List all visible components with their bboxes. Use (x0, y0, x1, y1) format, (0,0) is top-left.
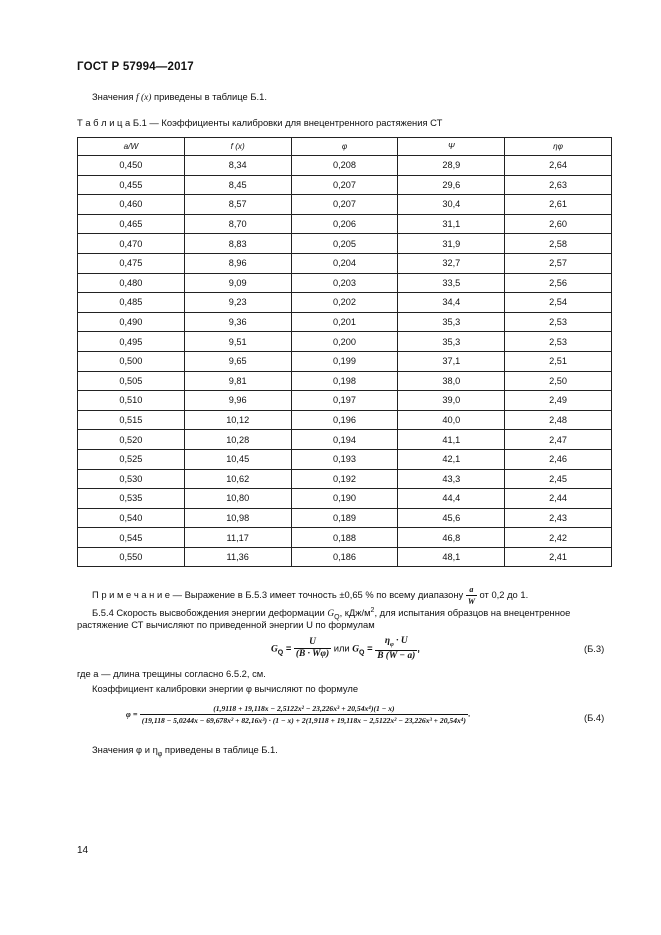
table-cell: 33,5 (398, 273, 505, 293)
table-cell: 0,199 (291, 351, 398, 371)
table-cell: 0,470 (78, 234, 185, 254)
table-cell: 0,520 (78, 430, 185, 450)
table-cell: 0,207 (291, 175, 398, 195)
table-header-row (78, 138, 612, 156)
table-cell: 2,56 (505, 273, 612, 293)
table-cell: 9,36 (184, 312, 291, 332)
table-cell: 0,196 (291, 410, 398, 430)
table-cell: 2,61 (505, 195, 612, 215)
table-body (78, 156, 612, 567)
formula-b3-frac1: $\frac{U}{(B \cdot W\varphi)}$ (295, 637, 330, 660)
section-b54-line2: растяжение СТ вычисляют по приведенной энергии U по формулам (77, 619, 375, 630)
table-cell: 0,192 (291, 469, 398, 489)
table-cell: 45,6 (398, 508, 505, 528)
table-cell: 9,81 (184, 371, 291, 391)
formula-b4-fraction: (1,9118 + 19,118x − 2,5122x² − 23,226x³ + 20,54x⁴)(1 − x) (19,118 − 5,0244x − 69,678x² + 82,16x³) · (1 − x) + 2(1,9118 + 19,118x − 2,5122x² − 23,226x³ + 20,54x⁴) (141, 704, 466, 725)
table-row (78, 391, 612, 411)
table-cell: 2,44 (505, 489, 612, 509)
col-header-phi: φ (291, 138, 398, 156)
table-cell: 2,43 (505, 508, 612, 528)
table-cell: 2,54 (505, 293, 612, 313)
col-header-psi: Ψ (398, 138, 505, 156)
table-row (78, 508, 612, 528)
table-cell: 10,28 (184, 430, 291, 450)
table-cell: 44,4 (398, 489, 505, 509)
table-cell: 9,09 (184, 273, 291, 293)
table-cell: 35,3 (398, 312, 505, 332)
table-cell: 31,1 (398, 214, 505, 234)
col-header-fx: f (x) (184, 138, 291, 156)
table-cell: 37,1 (398, 351, 505, 371)
table-cell: 0,545 (78, 528, 185, 548)
table-cell: 2,60 (505, 214, 612, 234)
table-cell: 34,4 (398, 293, 505, 313)
table-cell: 0,204 (291, 253, 398, 273)
table-row (78, 410, 612, 430)
table-cell: 28,9 (398, 156, 505, 176)
table-cell: 11,17 (184, 528, 291, 548)
table-row (78, 430, 612, 450)
table-cell: 0,200 (291, 332, 398, 352)
table-cell: 0,207 (291, 195, 398, 215)
table-cell: 0,193 (291, 449, 398, 469)
table-row (78, 371, 612, 391)
table-cell: 0,540 (78, 508, 185, 528)
table-cell: 2,45 (505, 469, 612, 489)
table-cell: 31,9 (398, 234, 505, 254)
formula-b3-frac2: $\frac{\eta_\varphi \cdot U}{B (W - a)}$ (377, 636, 416, 661)
table-cell: 0,550 (78, 547, 185, 567)
note-label: П р и м е ч а н и е (92, 588, 171, 600)
table-cell: 32,7 (398, 253, 505, 273)
where-line: где a — длина трещины согласно 6.5.2, см. (77, 668, 266, 679)
table-cell: 2,53 (505, 332, 612, 352)
table-cell: 10,80 (184, 489, 291, 509)
table-row (78, 449, 612, 469)
table-cell: 0,190 (291, 489, 398, 509)
table-row (78, 293, 612, 313)
table-cell: 0,460 (78, 195, 185, 215)
table-cell: 10,62 (184, 469, 291, 489)
table-cell: 0,197 (291, 391, 398, 411)
table-cell: 9,65 (184, 351, 291, 371)
table-cell: 0,475 (78, 253, 185, 273)
table-cell: 2,48 (505, 410, 612, 430)
table-cell: 10,12 (184, 410, 291, 430)
table-cell: 8,96 (184, 253, 291, 273)
table-cell: 0,525 (78, 449, 185, 469)
final-line: Значения φ и $\eta_\varphi$ приведены в таблице Б.1. (92, 744, 278, 758)
table-cell: 0,515 (78, 410, 185, 430)
table-row (78, 175, 612, 195)
table-cell: 0,189 (291, 508, 398, 528)
table-cell: 0,530 (78, 469, 185, 489)
table-cell: 2,50 (505, 371, 612, 391)
table-cell: 39,0 (398, 391, 505, 411)
table-cell: 8,45 (184, 175, 291, 195)
table-cell: 42,1 (398, 449, 505, 469)
table-caption-text: Б.1 — Коэффициенты калибровки для внецентренного растяжения СТ (130, 117, 443, 128)
formula-b4-number: (Б.4) (584, 712, 605, 723)
table-row (78, 253, 612, 273)
table-row (78, 234, 612, 254)
formula-b3-number: (Б.3) (584, 643, 605, 654)
table-row (78, 547, 612, 567)
table-cell: 10,45 (184, 449, 291, 469)
table-cell: 2,47 (505, 430, 612, 450)
fx-symbol: f (x) (136, 93, 152, 103)
table-row (78, 195, 612, 215)
table-cell: 9,96 (184, 391, 291, 411)
table-cell: 9,23 (184, 293, 291, 313)
table-caption-label: Т а б л и ц а (77, 117, 131, 128)
table-cell: 0,194 (291, 430, 398, 450)
table-cell: 2,57 (505, 253, 612, 273)
table-cell: 0,510 (78, 391, 185, 411)
table-row (78, 351, 612, 371)
table-cell: 2,41 (505, 547, 612, 567)
calibration-table (77, 137, 612, 567)
table-row (78, 312, 612, 332)
table-cell: 8,83 (184, 234, 291, 254)
standard-header: ГОСТ Р 57994—2017 (77, 61, 194, 73)
table-cell: 0,203 (291, 273, 398, 293)
col-header-eta: ηφ (505, 138, 612, 156)
section-b54-line1: Б.5.4 Скорость высвобождения энергии деформации $G_Q$, кДж/$м^2$, для испытания образцов на внецентренное (92, 607, 571, 621)
table-cell: 0,500 (78, 351, 185, 371)
table-cell: 43,3 (398, 469, 505, 489)
table-row (78, 273, 612, 293)
table-cell: 8,57 (184, 195, 291, 215)
table-cell: 0,198 (291, 371, 398, 391)
table-cell: 0,186 (291, 547, 398, 567)
table-cell: 29,6 (398, 175, 505, 195)
note-fraction: $\frac{a}{W}$ (467, 585, 475, 606)
table-cell: 0,201 (291, 312, 398, 332)
table-cell: 38,0 (398, 371, 505, 391)
table-cell: 2,51 (505, 351, 612, 371)
table-cell: 0,205 (291, 234, 398, 254)
table-cell: 0,202 (291, 293, 398, 313)
coefficient-line: Коэффициент калибровки энергии φ вычисляют по формуле (92, 683, 359, 694)
table-cell: 48,1 (398, 547, 505, 567)
table-cell: 2,42 (505, 528, 612, 548)
table-row (78, 332, 612, 352)
table-cell: 30,4 (398, 195, 505, 215)
table-cell: 0,208 (291, 156, 398, 176)
formula-b3: $G_Q$ = $\frac{U}{(B \cdot W\varphi)}$ или $G_Q$ = $\frac{\eta_\varphi \cdot U}{B (W - a)}$ , (271, 636, 420, 661)
table-cell: 35,3 (398, 332, 505, 352)
table-cell: 2,58 (505, 234, 612, 254)
table-row (78, 156, 612, 176)
table-cell: 9,51 (184, 332, 291, 352)
table-cell: 2,63 (505, 175, 612, 195)
table-cell: 0,206 (291, 214, 398, 234)
intro-line: Значения f (x) приведены в таблице Б.1. (92, 91, 267, 103)
table-cell: 2,53 (505, 312, 612, 332)
table-row (78, 528, 612, 548)
table-row (78, 214, 612, 234)
table-cell: 2,46 (505, 449, 612, 469)
table-cell: 0,495 (78, 332, 185, 352)
table-cell: 0,535 (78, 489, 185, 509)
table-cell: 0,505 (78, 371, 185, 391)
note-line: П р и м е ч а н и е — Выражение в Б.5.3 имеет точность ±0,65 % по всему диапазону $\frac{a}{W}$ от 0,2 до 1. (92, 585, 529, 606)
table-cell: 2,49 (505, 391, 612, 411)
table-cell: 40,0 (398, 410, 505, 430)
table-cell: 0,480 (78, 273, 185, 293)
table-cell: 11,36 (184, 547, 291, 567)
table-cell: 41,1 (398, 430, 505, 450)
table-cell: 0,188 (291, 528, 398, 548)
table-cell: 46,8 (398, 528, 505, 548)
table-row (78, 469, 612, 489)
table-cell: 8,34 (184, 156, 291, 176)
table-row (78, 489, 612, 509)
table-cell: 8,70 (184, 214, 291, 234)
formula-b4: φ = (1,9118 + 19,118x − 2,5122x² − 23,226x³ + 20,54x⁴)(1 − x) (19,118 − 5,0244x − 69,678x² + 82,16x³) · (1 − x) + 2(1,9118 + 19,118x − 2,5122x² − 23,226x³ + 20,54x⁴) . (126, 704, 471, 725)
col-header-aw: a/W (78, 138, 185, 156)
table-cell: 10,98 (184, 508, 291, 528)
table-cell: 0,490 (78, 312, 185, 332)
table-cell: 0,450 (78, 156, 185, 176)
table-caption (77, 117, 442, 129)
table-cell: 0,465 (78, 214, 185, 234)
table-cell: 0,485 (78, 293, 185, 313)
table-cell: 0,455 (78, 175, 185, 195)
table-cell: 2,64 (505, 156, 612, 176)
page-number: 14 (77, 845, 89, 856)
